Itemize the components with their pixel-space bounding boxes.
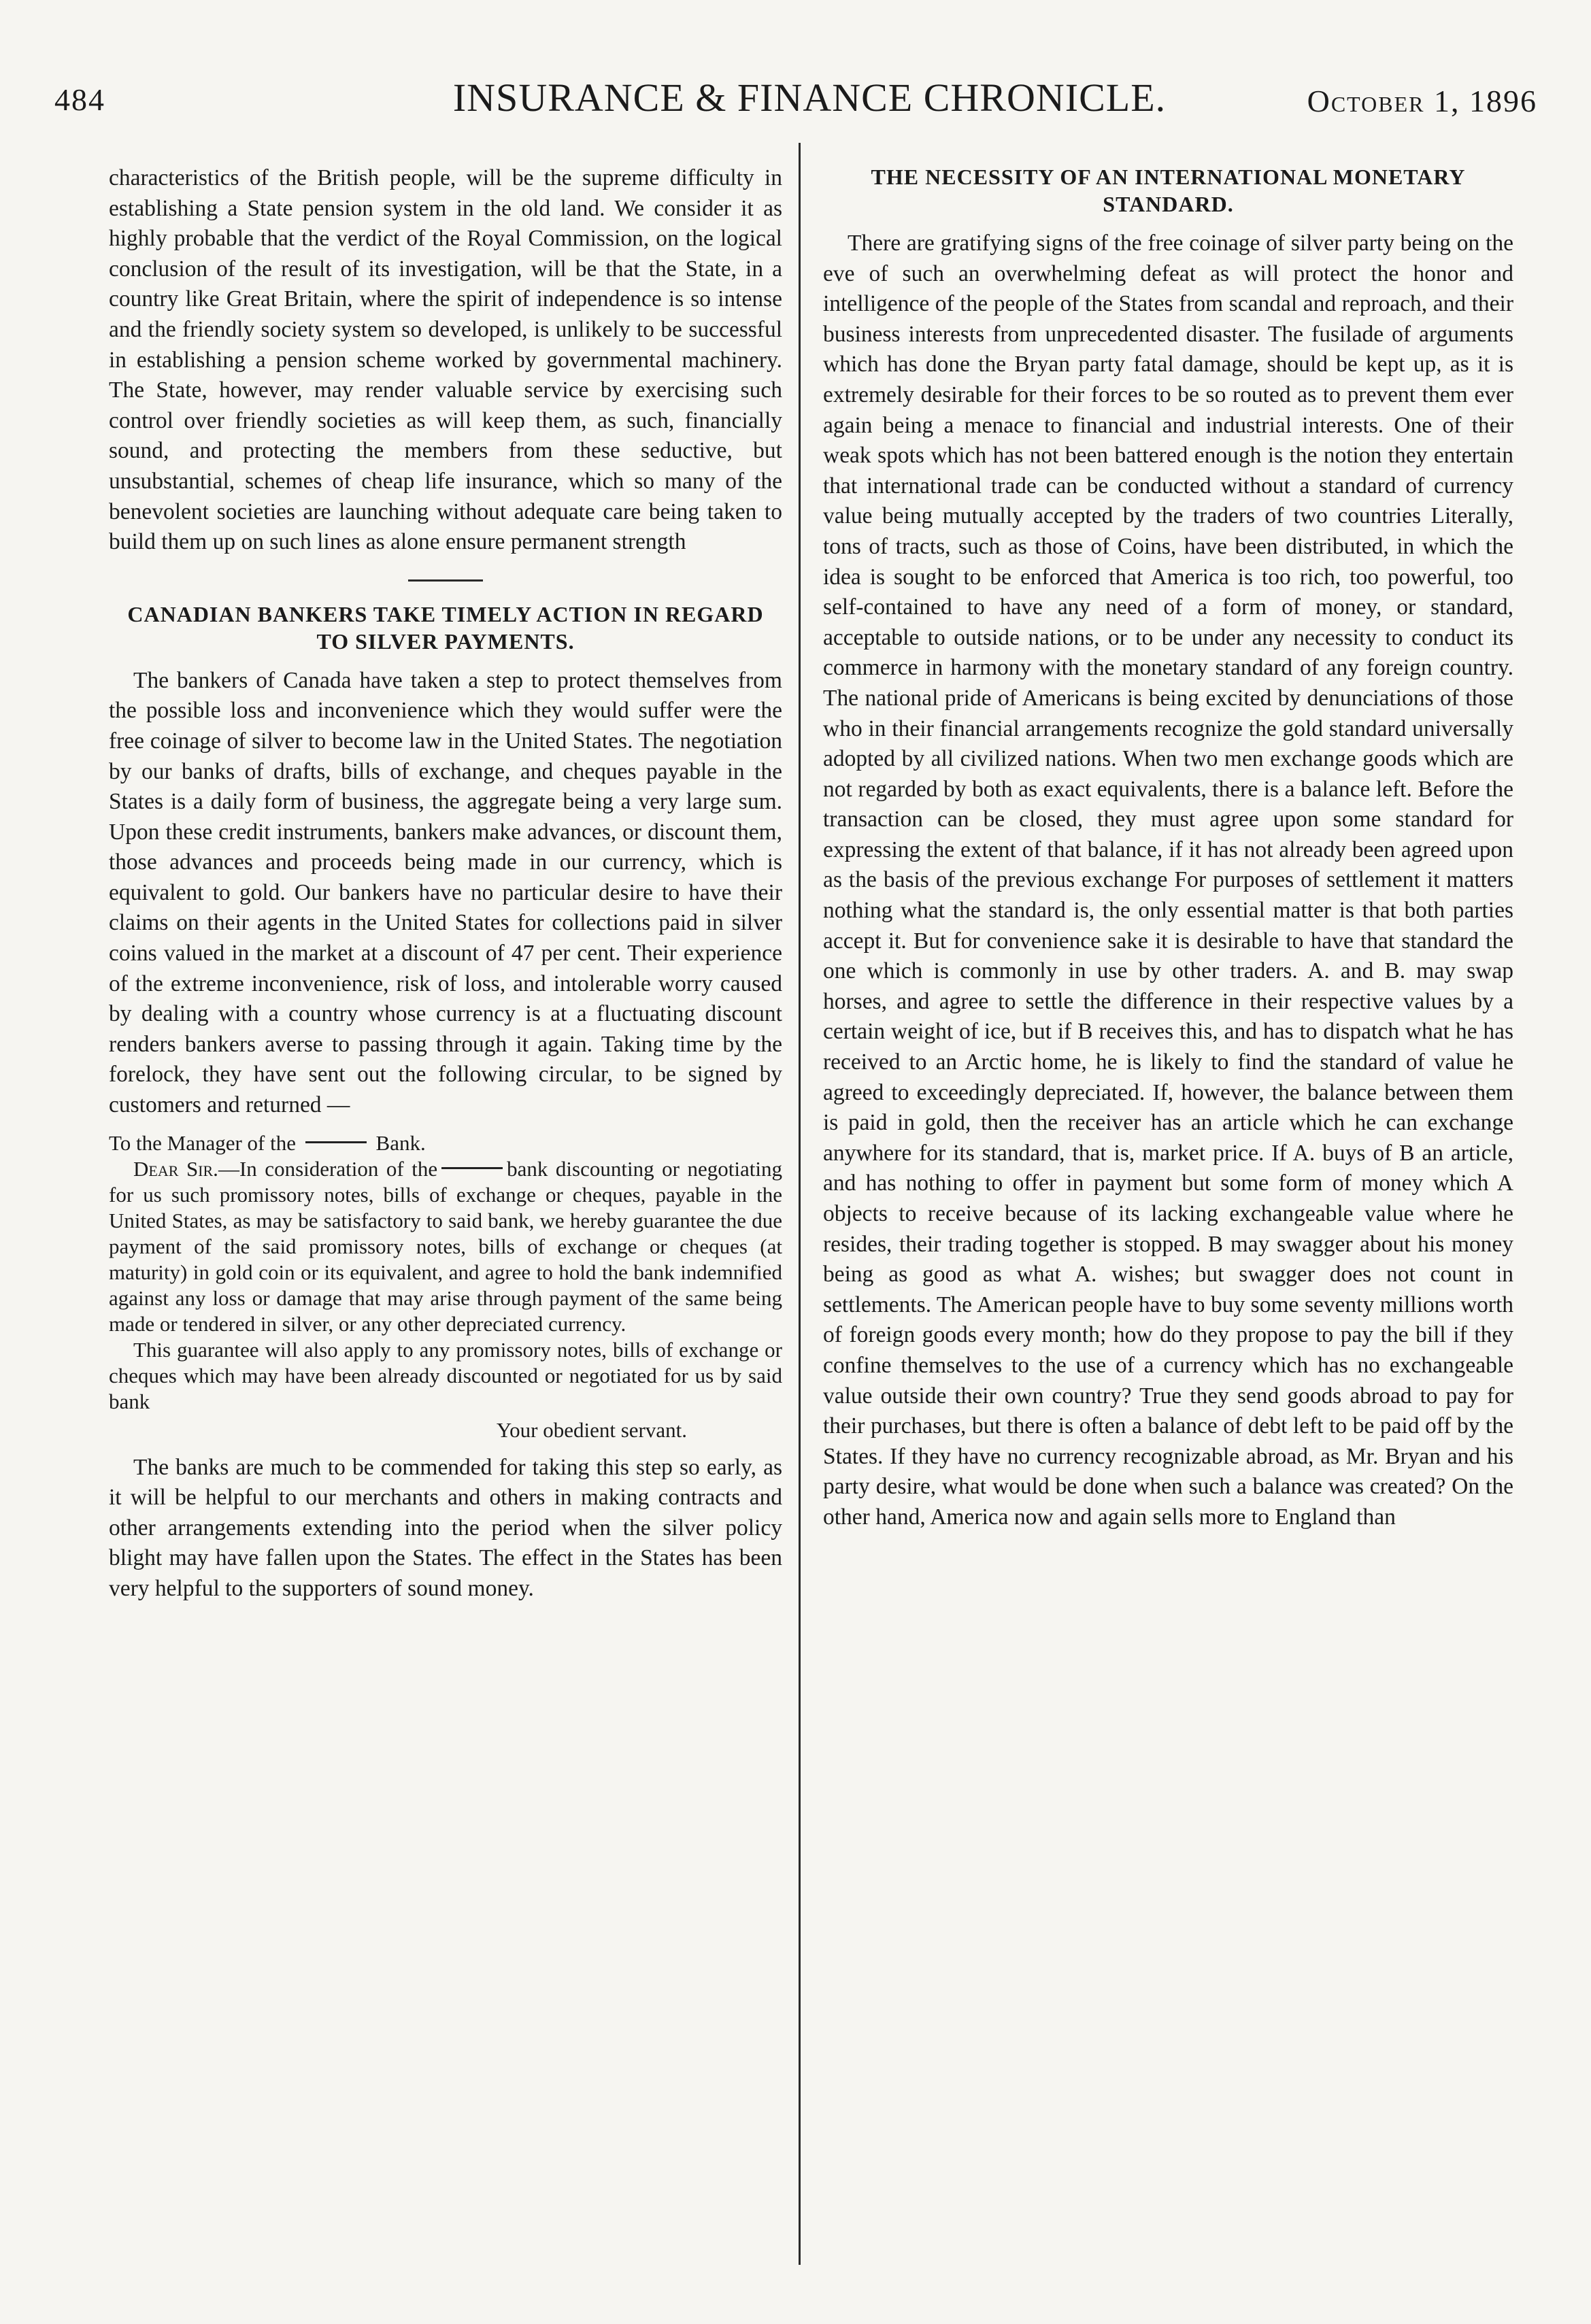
- page-number: 484: [54, 82, 105, 117]
- letter-addressee: [109, 1130, 782, 1156]
- section-divider: [408, 579, 483, 582]
- article-headline-canadian-bankers: CANADIAN BANKERS TAKE TIMELY ACTION IN REGARD TO SILVER PAYMENTS.: [127, 601, 764, 654]
- letter-closing: Your obedient servant.: [496, 1417, 687, 1442]
- right-column: [823, 163, 1513, 1533]
- letter-addressee-prefix: To the Manager of the: [109, 1130, 297, 1155]
- blank-line: [441, 1167, 503, 1169]
- column-divider: [799, 143, 801, 2265]
- article-paragraph: The banks are much to be commended for taking this step so early, as it will be helpful to our merchants and others in making contracts and other arrangements extending into the period when the silver policy blight may have fallen upon the States. The effect in the States has been very helpful to the supporters of sound money.: [109, 1454, 782, 1601]
- journal-title: INSURANCE & FINANCE CHRONICLE.: [452, 75, 1167, 120]
- circular-letter: [109, 1130, 782, 1443]
- letter-body-lead: —In consideration of the: [218, 1156, 438, 1181]
- letter-body: [109, 1156, 782, 1337]
- article-headline-monetary-standard: THE NECESSITY OF AN INTERNATIONAL MONETARY STANDARD.: [871, 165, 1466, 216]
- letter-guarantee: This guarantee will also apply to any promissory notes, bills of exchange or cheques which may have been already discounted or negotiated for us by said bank: [109, 1337, 782, 1413]
- continued-paragraph: characteristics of the British people, will be the supreme difficulty in establishing a State pension system in the old land. We consider it as highly probable that the verdict of the Royal Commission, on the logical conclusion of the result of its investigation, will be that the State, in a country like Great Britain, where the spirit of independence is so intense and the friendly society system so developed, is unlikely to be successful in establishing a pension scheme worked by governmental machinery. The State, however, may render valuable service by exercising such control over friendly societies as will keep them, as such, financially sound, and protecting the members from these seductive, but unsubstantial, schemes of cheap life insurance, which so many of the benevolent societies are launching without adequate care being taken to build them up on such lines as alone ensure permanent strength: [109, 165, 782, 555]
- letter-addressee-suffix: Bank.: [375, 1130, 426, 1155]
- issue-date: October 1, 1896: [1307, 84, 1537, 118]
- page-header: [54, 75, 1537, 129]
- blank-line: [305, 1141, 367, 1143]
- left-column: [109, 163, 782, 1604]
- letter-salutation: Dear Sir.: [133, 1156, 218, 1181]
- article-paragraph: The bankers of Canada have taken a step to protect themselves from the possible loss and inconvenience which they would suffer were the free coinage of silver to become law in the United States. The negotiation by our banks of drafts, bills of exchange, and cheques payable in the States is a daily form of business, the aggregate being a very large sum. Upon these credit instruments, bankers make advances, or discount them, those advances and proceeds being made in our currency, which is equivalent to gold. Our bankers have no particular desire to have their claims on their agents in the United States for collections paid in silver coins valued in the market at a discount of 47 per cent. Their experience of the extreme inconvenience, risk of loss, and intolerable worry caused by dealing with a country whose currency is at a fluctuating discount renders bankers averse to passing through it again. Taking time by the forelock, they have sent out the following circular, to be signed by customers and returned —: [109, 667, 782, 1118]
- letter-body-text: bank discounting or negotiating for us such promissory notes, bills of exchange or cheques, payable in the United States, as may be satisfactory to said bank, we hereby guarantee the due payment of the said promissory notes, bills of exchange or cheques (at maturity) in gold coin or its equivalent, and agree to hold the bank indemnified against any loss or damage that may arise through payment of the same being made or tendered in silver, or any other depreciated currency.: [109, 1156, 782, 1336]
- article-paragraph: There are gratifying signs of the free coinage of silver party being on the eve of such an overwhelming defeat as will protect the honor and intelligence of the people of the States from scandal and reproach, and their business interests from unprecedented disaster. The fusilade of arguments which has done the Bryan party fatal damage, should be kept up, as it is extremely desirable for their forces to be so routed as to prevent them ever again being a menace to financial and industrial interests. One of their weak spots which has not been battered enough is the notion they entertain that international trade can be conducted without a standard of currency value being mutually accepted by the traders of two countries Literally, tons of tracts, such as those of Coins, have been distributed, in which the idea is sought to be enforced that America is too rich, too powerful, too self-contained to have any need of a form of money, or standard, acceptable to outside nations, or to be under any necessity to conduct its commerce in harmony with the monetary standard of any foreign country. The national pride of Americans is being excited by denunciations of those who in their financial arrangements recognize the gold standard universally adopted by all civilized nations. When two men exchange goods which are not regarded by both as exact equivalents, there is a balance left. Before the transaction can be closed, they must agree upon some standard for expressing the extent of that balance, if it has not already been agreed upon as the basis of the previous exchange For purposes of settlement it matters nothing what the standard is, the only essential matter is that both parties accept it. But for convenience sake it is desirable to have that standard the one which is commonly in use by other traders. A. and B. may swap horses, and agree to settle the difference in their respective values by a certain weight of ice, but if B receives this, and has to dispatch what he has received to an Arctic home, he is likely to find the standard of value he agreed to exceedingly depreciated. If, however, the balance between them is paid in gold, then the receiver has an article which he can exchange anywhere for its standard, that is, market price. If A. buys of B an article, and has nothing to offer in payment but some form of money which A objects to receive because of its lacking exchangeable value where he resides, their trading together is stopped. B may swagger about his money being as good as what A. wishes; but swagger does not count in settlements. The American people have to buy some seventy millions worth of foreign goods every month; how do they propose to pay the bill if they confine themselves to the use of a currency which has no exchangeable value outside their own country? True they send goods abroad to pay for their purchases, but there is often a balance of debt left to be paid off by the States. If they have no currency recognizable abroad, as Mr. Bryan and his party desire, what would be done when such a balance was created? On the other hand, America now and again sells more to England than: [823, 231, 1513, 1530]
